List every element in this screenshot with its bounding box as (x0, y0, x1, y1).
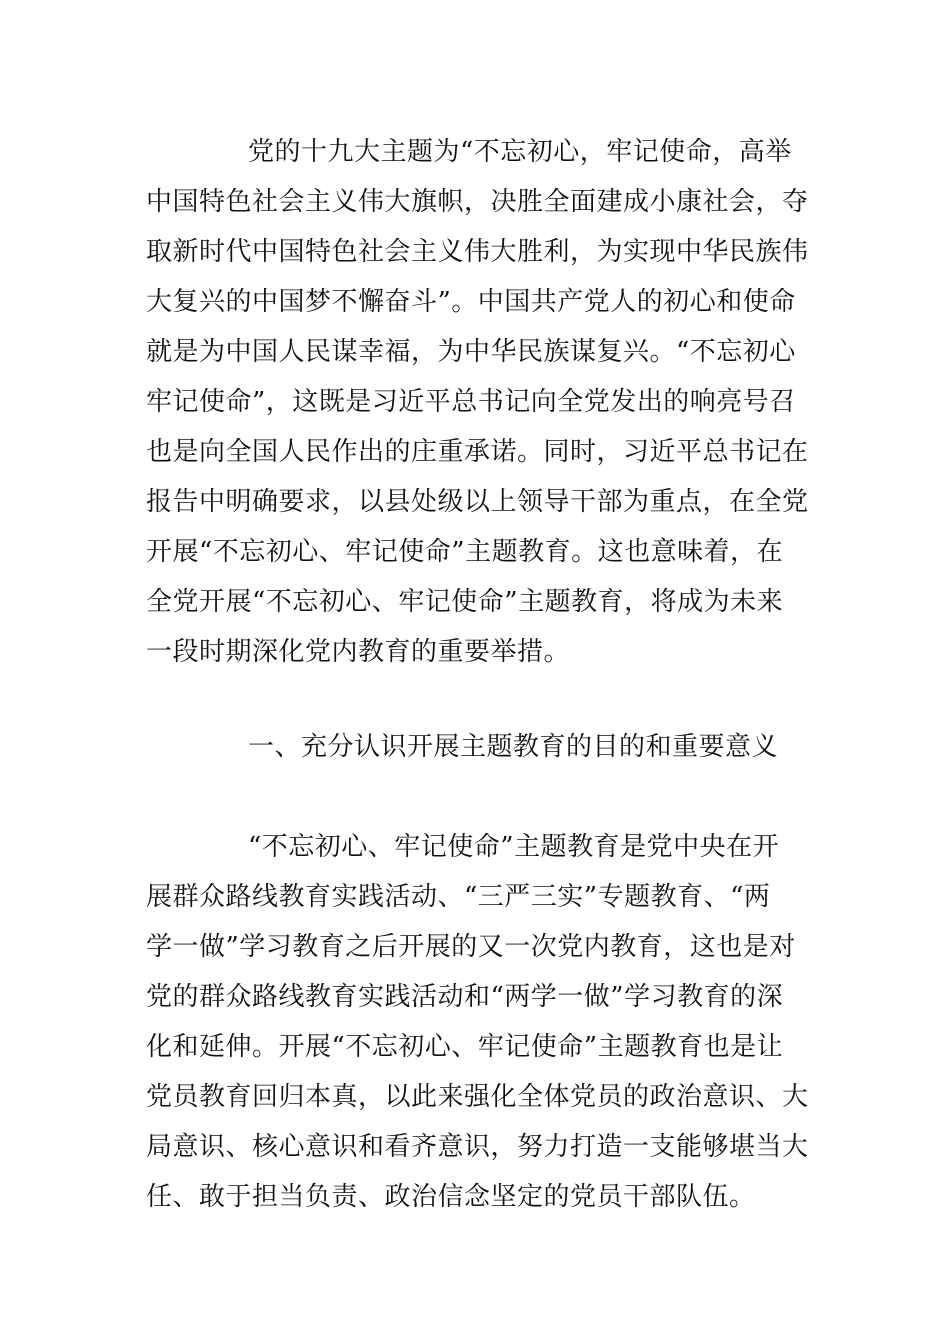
section-heading-text: 一、充分认识开展主题教育的目的和重要意义 (248, 732, 779, 762)
paragraph-line: 一段时期深化党内教育的重要举措。 (146, 637, 571, 667)
paragraph-line: 党的十九大主题为“不忘初心，牢记使命，高举 (248, 137, 792, 167)
paragraph-line: 党员教育回归本真，以此来强化全体党员的政治意识、大 (146, 1082, 809, 1112)
paragraph-line: 取新时代中国特色社会主义伟大胜利，为实现中华民族伟 (146, 237, 809, 267)
paragraph-line: 中国特色社会主义伟大旗帜，决胜全面建成小康社会，夺 (146, 187, 809, 217)
paragraph-line: “不忘初心、牢记使命”主题教育是党中央在开 (248, 832, 780, 862)
paragraph-line: 报告中明确要求，以县处级以上领导干部为重点，在全党 (146, 487, 809, 517)
paragraph-line: 也是向全国人民作出的庄重承诺。同时，习近平总书记在 (146, 437, 809, 467)
paragraph-line: 局意识、核心意识和看齐意识，努力打造一支能够堪当大 (146, 1132, 809, 1162)
paragraph-line: 牢记使命”，这既是习近平总书记向全党发出的响亮号召 (146, 387, 796, 417)
paragraph-line: 全党开展“不忘初心、牢记使命”主题教育，将成为未来 (146, 587, 784, 617)
paragraph-line: 就是为中国人民谋幸福，为中华民族谋复兴。“不忘初心 (146, 337, 796, 367)
paragraph-line: 展群众路线教育实践活动、“三严三实”专题教育、“两 (146, 882, 771, 912)
paragraph-line: 开展“不忘初心、牢记使命”主题教育。这也意味着，在 (146, 537, 784, 567)
paragraph-intro (146, 127, 809, 677)
paragraph-line: 学一做”学习教育之后开展的又一次党内教育，这也是对 (146, 932, 796, 962)
paragraph-line: 化和延伸。开展“不忘初心、牢记使命”主题教育也是让 (146, 1032, 784, 1062)
paragraph-section-1 (146, 822, 809, 1222)
paragraph-line: 党的群众路线教育实践活动和“两学一做”学习教育的深 (146, 982, 784, 1012)
paragraph-line: 大复兴的中国梦不懈奋斗”。中国共产党人的初心和使命 (146, 287, 796, 317)
section-heading (146, 722, 806, 772)
paragraph-line: 任、敢于担当负责、政治信念坚定的党员干部队伍。 (146, 1182, 756, 1212)
